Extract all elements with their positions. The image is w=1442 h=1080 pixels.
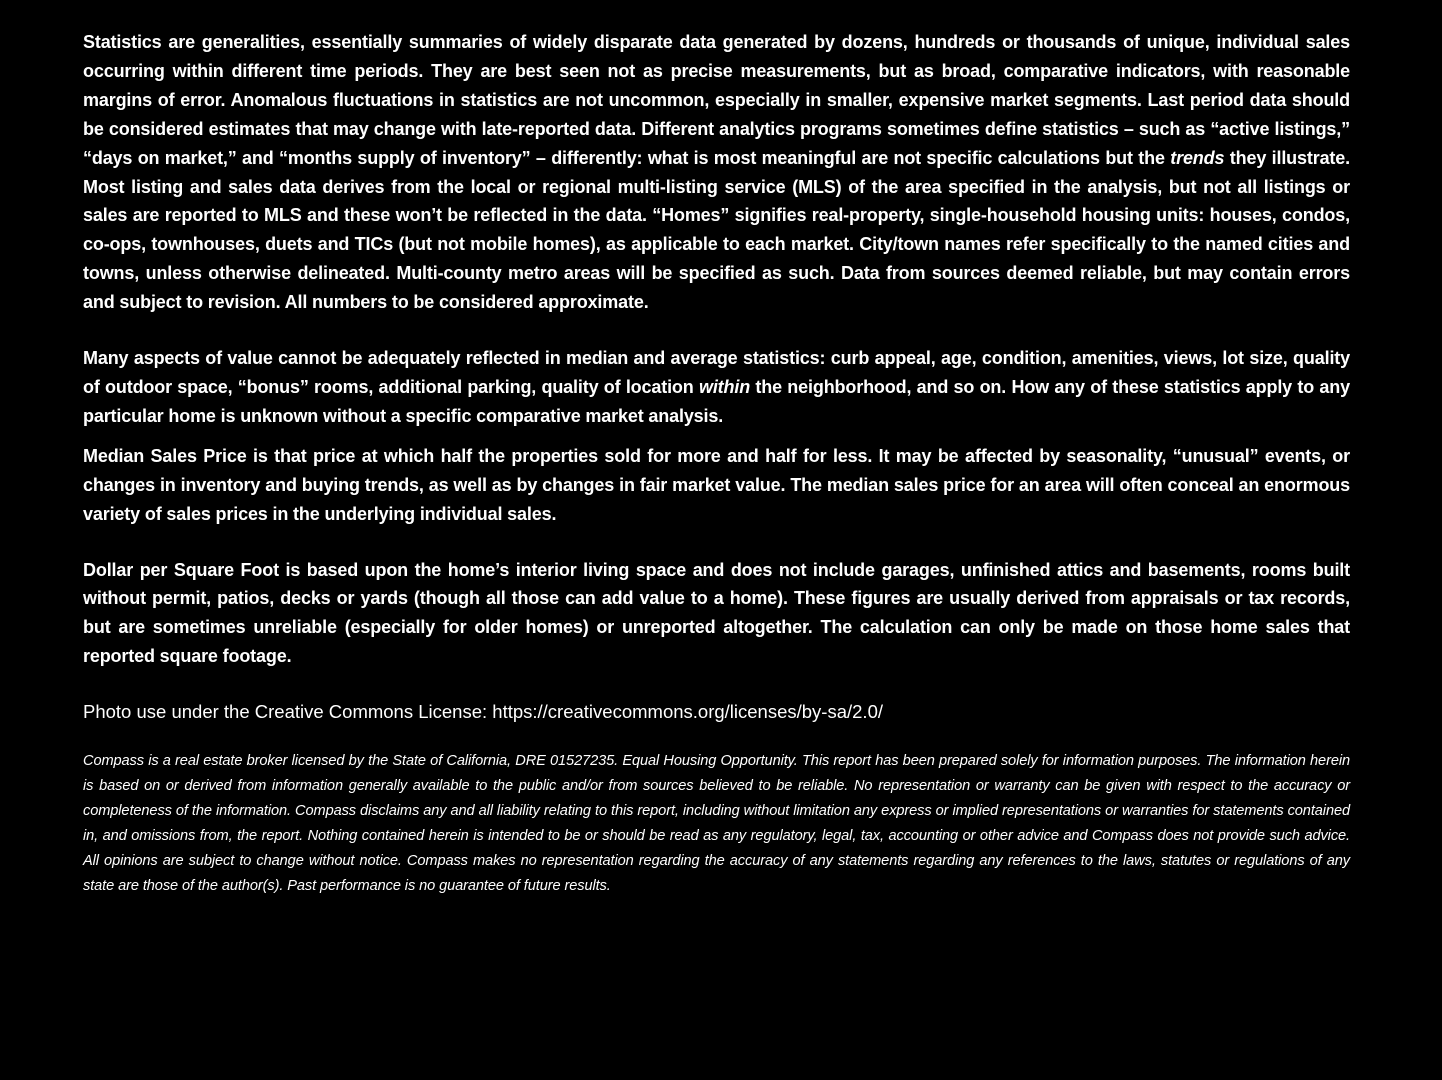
median-sales-price-paragraph: Median Sales Price is that price at which half the properties sold for more and half for less. It may be affected by seasonality, “unusual” events, or changes in inventory and buying trends, as well as by changes in fair market value. The median sales price for an area will often conceal an enormous variety of sales prices in the underlying individual sales. — [83, 445, 1350, 524]
statistics-text-start: Statistics are generalities, essentially summaries of widely disparate data generated by dozens, hundreds or thousands of unique, individual sales occurring within different time periods. They are best seen not as precise measurements, but as broad, comparative indicators, with reasonable margins of error. Anomalous fluctuations in statistics are not uncommon, especially in smaller, expensive market segments. Last period data should be considered estimates that may change with late-reported data. Different analytics programs sometimes define statistics – such as “active listings,” “days on market,” and “months supply of inventory” – differently: what is most meaningful are not specific calculations but the — [83, 32, 1350, 168]
value-aspects-text-start: Many aspects of value cannot be adequately reflected in median and average statistics: curb appeal, age, condition, amenities, views, lot size, quality of outdoor space, “bonus” rooms, additional parking, quality of location — [83, 348, 1350, 397]
value-aspects-text-end: the neighborhood, and so on. How any of these statistics apply to any particular home is unknown without a specific comparative market analysis. — [83, 376, 1350, 426]
value-aspects-emphasis-within: within — [698, 376, 751, 397]
photo-credit: Photo use under the Creative Commons License: https://creativecommons.org/licenses/by-sa/2.0/ — [83, 701, 883, 723]
disclaimer-slide — [83, 28, 1350, 899]
statistics-text-end: they illustrate. Most listing and sales data derives from the local or regional multi-listing service (MLS) of the area specified in the analysis, but not all listings or sales are reported to MLS and these won’t be reflected in the data. “Homes” signifies real-property, single-household housing units: houses, condos, co-ops, townhouses, duets and TICs (but not mobile homes), as applicable to each market. City/town names refer specifically to the named cities and towns, unless otherwise delineated. Multi-county metro areas will be specified as such. Data from sources deemed reliable, but may contain errors and subject to revision. All numbers to be considered approximate. — [83, 147, 1350, 313]
value-aspects-paragraph — [83, 344, 1350, 431]
dollar-per-square-foot-paragraph: Dollar per Square Foot is based upon the home’s interior living space and does not include garages, unfinished attics and basements, rooms built without permit, patios, decks or yards (though all those can add value to a home). These figures are usually derived from appraisals or tax records, but are sometimes unreliable (especially for older homes) or unreported altogether. The calculation can only be made on those home sales that reported square footage. — [83, 559, 1350, 667]
statistics-emphasis-trends: trends — [1170, 147, 1225, 168]
legal-disclaimer: Compass is a real estate broker licensed by the State of California, DRE 01527235. Equal Housing Opportunity. This report has been prepared solely for information purposes. The information herein is based on or derived from information generally available to the public and/or from sources believed to be reliable. No representation or warranty can be given with respect to the accuracy or completeness of the information. Compass disclaims any and all liability relating to this report, including without limitation any express or implied representations or warranties for statements contained in, and omissions from, the report. Nothing contained herein is intended to be or should be read as any regulatory, legal, tax, accounting or other advice and Compass does not provide such advice. All opinions are subject to change without notice. Compass makes no representation regarding the accuracy of any statements regarding any references to the laws, statutes or regulations of any state are those of the author(s). Past performance is no guarantee of future results. — [83, 753, 1350, 895]
statistics-paragraph — [83, 28, 1350, 317]
